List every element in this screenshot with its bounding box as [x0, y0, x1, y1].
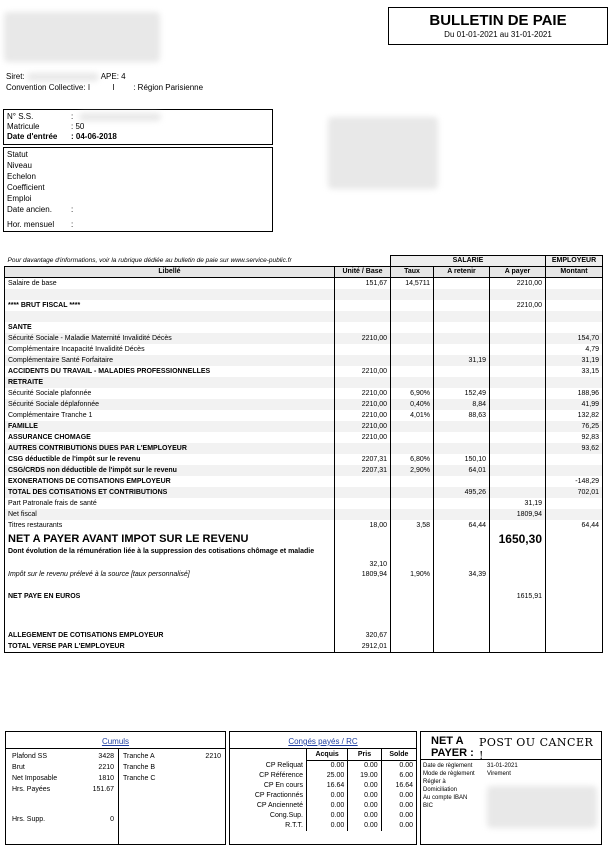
row-taux [391, 509, 434, 520]
row-base [335, 344, 391, 355]
payment-field-row [423, 762, 599, 770]
conges-solde: 0.00 [381, 801, 416, 811]
row-a-payer [490, 476, 546, 487]
net-avant-impot-row [5, 531, 603, 547]
row-montant [546, 498, 603, 509]
conges-col-solde: Solde [381, 749, 416, 761]
matricule-label: Matricule [7, 122, 40, 131]
total-verse-row [5, 641, 603, 653]
row-base: 2210,00 [335, 388, 391, 399]
row-a-payer [490, 487, 546, 498]
row-label: Complémentaire Santé Forfaitaire [5, 355, 335, 366]
horaire-label: Hor. mensuel [7, 220, 55, 229]
net-avant-impot-value: 1650,30 [490, 531, 546, 547]
conges-pris: 0.00 [348, 781, 381, 791]
row-a-retenir [434, 509, 490, 520]
employer-info [6, 72, 306, 94]
conges-row [230, 781, 416, 791]
conges-label: CP Reliquat [265, 761, 303, 769]
table-row [5, 355, 603, 366]
row-base: 2207,31 [335, 454, 391, 465]
conges-acquis: 0.00 [307, 761, 348, 772]
row-montant [546, 509, 603, 520]
payment-field-value: Virement [487, 771, 511, 777]
row-a-payer [490, 366, 546, 377]
conges-row [230, 821, 416, 831]
allegement-row [5, 630, 603, 641]
conges-row [230, 811, 416, 821]
payslip-table [4, 255, 603, 653]
row-montant: 41,99 [546, 399, 603, 410]
conges-solde: 0.00 [381, 761, 416, 772]
conges-label: R.T.T. [285, 822, 303, 829]
impot-label: Impôt sur le revenu prélevé à la source [taux personnalisé] [5, 569, 335, 580]
conges-acquis: 0.00 [307, 821, 348, 831]
row-label: Salaire de base [5, 278, 335, 290]
col-unite-base: Unité / Base [335, 267, 391, 278]
row-a-retenir: 31,19 [434, 355, 490, 366]
payment-field-value: 31-01-2021 [487, 763, 518, 769]
table-row [5, 333, 603, 344]
row-montant [546, 289, 603, 300]
conges-row [230, 801, 416, 811]
conges-solde: 0.00 [381, 811, 416, 821]
row-montant: -148,29 [546, 476, 603, 487]
row-a-retenir [434, 322, 490, 333]
table-row [5, 344, 603, 355]
anciennete-sep: : [71, 205, 74, 214]
conges-label: CP Fractionnés [254, 792, 303, 799]
table-row [5, 322, 603, 333]
row-a-retenir [434, 476, 490, 487]
cumul-hrs-supp-label: Hrs. Supp. [12, 816, 46, 823]
table-row [5, 311, 603, 322]
payment-field-label: Au compte IBAN [423, 795, 468, 801]
row-a-payer [490, 322, 546, 333]
ape-label: APE: 4 [100, 72, 126, 81]
tranche-a-label: Tranche A [123, 753, 155, 760]
row-montant: 132,82 [546, 410, 603, 421]
table-row [5, 498, 603, 509]
tranche-a-value: 2210 [205, 753, 221, 760]
row-base [335, 377, 391, 388]
row-a-payer [490, 432, 546, 443]
table-row [5, 465, 603, 476]
row-taux [391, 289, 434, 300]
row-label: Net fiscal [5, 509, 335, 520]
field-echelon: Echelon [7, 172, 36, 181]
row-a-payer [490, 388, 546, 399]
row-a-payer: 31,19 [490, 498, 546, 509]
row-a-payer: 2210,00 [490, 278, 546, 290]
total-verse-label: TOTAL VERSE PAR L'EMPLOYEUR [5, 641, 335, 653]
impot-base: 1809,94 [335, 569, 391, 580]
row-base: 151,67 [335, 278, 391, 290]
total-verse-value: 2912,01 [335, 641, 391, 653]
row-a-retenir [434, 498, 490, 509]
cumul-brut-value: 2210 [98, 764, 114, 771]
row-taux [391, 300, 434, 311]
conges-row [230, 771, 416, 781]
cumul-hrs-payees-label: Hrs. Payées [12, 786, 51, 793]
row-label: CSG déductible de l'impôt sur le revenu [5, 454, 335, 465]
row-montant: 154,70 [546, 333, 603, 344]
row-a-payer [490, 333, 546, 344]
table-row [5, 300, 603, 311]
cumul-net-imposable-label: Net Imposable [12, 775, 58, 782]
row-taux: 2,90% [391, 465, 434, 476]
table-row [5, 520, 603, 531]
field-niveau: Niveau [7, 161, 32, 170]
row-base: 2210,00 [335, 333, 391, 344]
row-a-retenir [434, 289, 490, 300]
conges-pris: 0.00 [348, 761, 381, 772]
row-a-retenir [434, 344, 490, 355]
row-base [335, 300, 391, 311]
row-a-retenir: 150,10 [434, 454, 490, 465]
conges-acquis: 0.00 [307, 811, 348, 821]
row-base: 2207,31 [335, 465, 391, 476]
cumul-plafond-value: 3428 [98, 753, 114, 760]
conges-title: Congés payés / RC [288, 737, 358, 746]
row-a-payer [490, 377, 546, 388]
row-a-payer [490, 311, 546, 322]
row-label: Sécurité Sociale - Maladie Maternité Invalidité Décès [5, 333, 335, 344]
row-a-retenir [434, 311, 490, 322]
evolution-value: 32,10 [335, 547, 391, 569]
row-a-payer [490, 410, 546, 421]
row-base [335, 487, 391, 498]
row-base: 2210,00 [335, 399, 391, 410]
bank-details-redacted [487, 786, 597, 828]
col-libelle: Libellé [5, 267, 335, 278]
row-label: **** BRUT FISCAL **** [5, 300, 335, 311]
row-label [5, 289, 335, 300]
row-montant: 76,25 [546, 421, 603, 432]
table-row [5, 278, 603, 290]
cumul-hrs-payees-value: 151.67 [92, 786, 114, 793]
table-row [5, 366, 603, 377]
conges-row [230, 761, 416, 772]
conges-label: CP Ancienneté [256, 802, 303, 809]
cumul-hrs-supp-value: 0 [110, 816, 114, 823]
row-label [5, 311, 335, 322]
employee-details-box [3, 147, 273, 232]
handwritten-note: POST OU CANCER ! [479, 736, 594, 762]
siret-redacted [27, 73, 99, 81]
row-label: SANTE [5, 322, 335, 333]
row-base [335, 289, 391, 300]
group-salarie: SALARIE [391, 256, 546, 267]
field-statut: Statut [7, 150, 28, 159]
pay-period: Du 01-01-2021 au 31-01-2021 [444, 30, 552, 39]
row-base [335, 498, 391, 509]
ss-sep: : [71, 112, 74, 121]
table-row [5, 410, 603, 421]
row-label: Sécurité Sociale plafonnée [5, 388, 335, 399]
row-a-payer [490, 454, 546, 465]
row-montant: 4,79 [546, 344, 603, 355]
conges-pris: 0.00 [348, 811, 381, 821]
row-montant [546, 377, 603, 388]
cumuls-box [5, 731, 226, 845]
row-a-retenir [434, 333, 490, 344]
field-emploi: Emploi [7, 194, 32, 203]
conges-box [229, 731, 417, 845]
table-row [5, 509, 603, 520]
row-base: 2210,00 [335, 410, 391, 421]
net-avant-impot-label: NET A PAYER AVANT IMPOT SUR LE REVENU [5, 531, 335, 547]
row-taux [391, 344, 434, 355]
row-taux [391, 322, 434, 333]
row-base [335, 443, 391, 454]
row-base: 2210,00 [335, 432, 391, 443]
row-taux [391, 443, 434, 454]
row-label: Part Patronale frais de santé [5, 498, 335, 509]
convention-label: Convention Collective: I [6, 83, 91, 92]
row-a-retenir: 495,26 [434, 487, 490, 498]
employee-id-box [3, 109, 273, 145]
table-row [5, 454, 603, 465]
payment-field-label: Domiciliation [423, 787, 458, 793]
row-label: AUTRES CONTRIBUTIONS DUES PAR L'EMPLOYEUR [5, 443, 335, 454]
col-a-retenir: A retenir [434, 267, 490, 278]
cumul-net-imposable-value: 1810 [98, 775, 114, 782]
conges-label: CP En cours [263, 782, 303, 789]
row-a-retenir [434, 421, 490, 432]
row-montant: 92,83 [546, 432, 603, 443]
row-a-payer [490, 344, 546, 355]
row-a-payer [490, 355, 546, 366]
row-base: 18,00 [335, 520, 391, 531]
row-a-retenir [434, 278, 490, 290]
row-montant [546, 322, 603, 333]
field-coefficient: Coefficient [7, 183, 45, 192]
row-taux: 6,80% [391, 454, 434, 465]
net-a-payer-label: NET A PAYER : [431, 735, 474, 759]
row-taux [391, 333, 434, 344]
conges-pris: 0.00 [348, 791, 381, 801]
row-montant [546, 311, 603, 322]
conges-acquis: 0.00 [307, 791, 348, 801]
row-taux: 3,58 [391, 520, 434, 531]
row-taux [391, 366, 434, 377]
row-label: TOTAL DES COTISATIONS ET CONTRIBUTIONS [5, 487, 335, 498]
row-a-retenir: 64,01 [434, 465, 490, 476]
anciennete-label: Date ancien. [7, 205, 52, 214]
row-taux: 0,40% [391, 399, 434, 410]
row-montant: 702,01 [546, 487, 603, 498]
table-row [5, 476, 603, 487]
row-base [335, 476, 391, 487]
payment-field-row [423, 778, 599, 786]
row-base: 2210,00 [335, 421, 391, 432]
group-employeur: EMPLOYEUR [546, 256, 603, 267]
convention-mid: I [112, 83, 115, 92]
convention-region: : Région Parisienne [133, 83, 204, 92]
entry-date-value: : 04-06-2018 [71, 132, 117, 141]
tranche-b-value [187, 762, 224, 773]
tranche-b-label: Tranche B [123, 764, 156, 771]
table-row [5, 421, 603, 432]
row-label: Sécurité Sociale déplafonnée [5, 399, 335, 410]
row-taux [391, 498, 434, 509]
impot-taux: 1,90% [391, 569, 434, 580]
table-body [5, 278, 603, 532]
row-base [335, 509, 391, 520]
conges-solde: 16.64 [381, 781, 416, 791]
row-a-retenir [434, 377, 490, 388]
row-label: CSG/CRDS non déductible de l'impôt sur le revenu [5, 465, 335, 476]
cumuls-title: Cumuls [101, 737, 130, 746]
cumuls-left-table [9, 751, 117, 825]
conges-solde: 0.00 [381, 791, 416, 801]
row-montant: 64,44 [546, 520, 603, 531]
row-a-payer [490, 399, 546, 410]
payment-field-label: Mode de règlement [423, 771, 475, 777]
row-taux: 6,90% [391, 388, 434, 399]
cumuls-right-table [120, 751, 224, 784]
row-montant [546, 465, 603, 476]
table-row [5, 487, 603, 498]
row-label: RETRAITE [5, 377, 335, 388]
table-row [5, 289, 603, 300]
entry-date-label: Date d'entrée [7, 132, 58, 141]
row-taux [391, 476, 434, 487]
row-montant: 33,15 [546, 366, 603, 377]
payment-field-label: BIC [423, 803, 434, 809]
cumul-brut-label: Brut [12, 764, 25, 771]
ss-label: N° S.S. [7, 112, 34, 121]
col-a-payer: A payer [490, 267, 546, 278]
cumul-plafond-label: Plafond SS [12, 753, 48, 760]
horaire-sep: : [71, 220, 74, 229]
tranche-c-label: Tranche C [123, 775, 156, 782]
table-row [5, 377, 603, 388]
row-a-payer [490, 421, 546, 432]
row-a-payer [490, 289, 546, 300]
conges-acquis: 0.00 [307, 801, 348, 811]
matricule-value: : 50 [71, 122, 85, 131]
impot-retenir: 34,39 [434, 569, 490, 580]
net-euros-row [5, 591, 603, 602]
ss-redacted [79, 113, 161, 121]
row-a-payer: 2210,00 [490, 300, 546, 311]
row-base [335, 322, 391, 333]
table-row [5, 432, 603, 443]
payment-field-label: Régler à [423, 779, 446, 785]
row-a-retenir: 64,44 [434, 520, 490, 531]
net-euros-label: NET PAYE EN EUROS [5, 591, 335, 602]
row-a-retenir [434, 432, 490, 443]
row-a-retenir [434, 300, 490, 311]
impot-row [5, 569, 603, 580]
conges-col-acquis: Acquis [307, 749, 348, 761]
row-a-retenir [434, 443, 490, 454]
conges-row [230, 791, 416, 801]
row-label: ASSURANCE CHOMAGE [5, 432, 335, 443]
table-note: Pour davantage d'informations, voir la rubrique dédiée au bulletin de paie sur www.service-public.fr [7, 256, 292, 264]
row-taux [391, 421, 434, 432]
row-a-payer [490, 465, 546, 476]
table-row [5, 399, 603, 410]
row-a-retenir: 152,49 [434, 388, 490, 399]
siret-label: Siret: [6, 72, 25, 81]
conges-pris: 0.00 [348, 821, 381, 831]
row-taux [391, 377, 434, 388]
company-logo-redacted [4, 12, 160, 62]
conges-acquis: 16.64 [307, 781, 348, 791]
row-taux [391, 487, 434, 498]
row-taux [391, 355, 434, 366]
row-a-payer: 1809,94 [490, 509, 546, 520]
col-montant: Montant [546, 267, 603, 278]
row-a-payer [490, 443, 546, 454]
row-taux [391, 311, 434, 322]
conges-pris: 0.00 [348, 801, 381, 811]
conges-table [230, 748, 416, 831]
employee-address-redacted [328, 117, 438, 189]
row-base: 2210,00 [335, 366, 391, 377]
row-taux: 4,01% [391, 410, 434, 421]
row-montant: 93,62 [546, 443, 603, 454]
row-label: Complémentaire Incapacité Invalidité Décès [5, 344, 335, 355]
conges-solde: 0.00 [381, 821, 416, 831]
conges-pris: 19.00 [348, 771, 381, 781]
payment-box [420, 731, 602, 845]
col-taux: Taux [391, 267, 434, 278]
row-label: Titres restaurants [5, 520, 335, 531]
allegement-value: 320,67 [335, 630, 391, 641]
row-a-retenir [434, 366, 490, 377]
row-a-retenir: 8,84 [434, 399, 490, 410]
payment-field-row [423, 770, 599, 778]
evolution-row [5, 547, 603, 569]
row-base [335, 311, 391, 322]
row-label: FAMILLE [5, 421, 335, 432]
table-row [5, 388, 603, 399]
row-label: ACCIDENTS DU TRAVAIL - MALADIES PROFESSIONNELLES [5, 366, 335, 377]
evolution-label: Dont évolution de la rémunération liée à la suppression des cotisations chômage et maladie [5, 547, 335, 569]
row-taux: 14,5711 [391, 278, 434, 290]
row-label: EXONERATIONS DE COTISATIONS EMPLOYEUR [5, 476, 335, 487]
row-a-payer [490, 520, 546, 531]
row-montant: 31,19 [546, 355, 603, 366]
conges-label: Cong.Sup. [269, 812, 303, 819]
row-montant [546, 454, 603, 465]
conges-label: CP Référence [259, 772, 303, 779]
conges-solde: 6.00 [381, 771, 416, 781]
title-box [388, 7, 608, 45]
tranche-c-value [187, 773, 224, 784]
row-a-retenir: 88,63 [434, 410, 490, 421]
conges-acquis: 25.00 [307, 771, 348, 781]
row-montant [546, 278, 603, 290]
row-taux [391, 432, 434, 443]
row-base [335, 355, 391, 366]
row-montant: 188,96 [546, 388, 603, 399]
table-row [5, 443, 603, 454]
row-montant [546, 300, 603, 311]
net-euros-value: 1615,91 [490, 591, 546, 602]
allegement-label: ALLEGEMENT DE COTISATIONS EMPLOYEUR [5, 630, 335, 641]
payment-field-label: Date de règlement [423, 763, 473, 769]
row-label: Complémentaire Tranche 1 [5, 410, 335, 421]
conges-col-pris: Pris [348, 749, 381, 761]
page-title: BULLETIN DE PAIE [429, 12, 567, 29]
